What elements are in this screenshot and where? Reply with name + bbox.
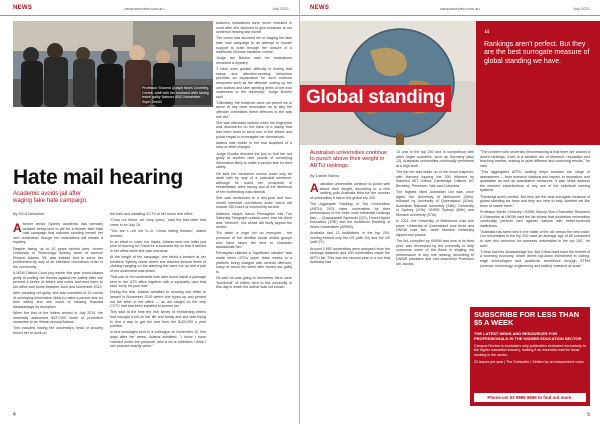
- ad-features: 22 issues per year | The Subscribe | Written by an independent voice: [474, 360, 584, 365]
- paragraph: This said at the time the real series of threatening letters had wrought a toll on her life and family and she was trying to find a way to get the end from the $120,000 a year position.: [110, 310, 206, 329]
- paragraph: When the first of the letters arrived in July 2019, the university authorised $127,000 worth of protective measures to be thrown around Adams.: [13, 311, 103, 325]
- paragraph: He said her behaviour unless could only be dealt with by way of a custodial sentence, although he noted her prospects of rehabilitation were strong and at the likelihood of her reoffending was minimal.: [216, 171, 292, 194]
- globe-photo: [300, 21, 476, 145]
- paragraph: She was sentenced to a two-year and two-month intensive corrections order, which will include 150 hours of community service.: [216, 196, 292, 210]
- page-number: 5: [587, 412, 590, 418]
- paragraph: "China has this disadvantage too. But China does have the benefit of a booming economy, which drives top-down investment in cutting-edge technologies and academic excellence through STEM (science, technology, engineering and maths) research at scale.": [480, 249, 590, 268]
- paragraph: Around 2,952 universities were analysed from the rankings datasets and 400 universities made the ARTU list. This was the second year in a row that Australia had: [310, 246, 390, 265]
- paragraph: "You are f—ed not b—h. China hating lesbian," stated another.: [110, 228, 206, 238]
- page-number: 4: [13, 412, 16, 418]
- article-deck: Australian universities continue to punch above their weight in ARTU rankings.: [310, 150, 388, 169]
- pull-quote-text: Rankings aren't perfect. But they are the best surrogate measure of global standing we have.: [484, 41, 590, 65]
- paragraph: In 2021, the University of Melbourne rose one place, University of Queensland rose three and UNSW rose two, while Monash University slipped two places.: [396, 219, 474, 237]
- paragraph: The highest rated Australian Uni was, once again, the University of Melbourne (28th), followed by University of Queensland (42nd), Australian National University (44th), University of Sydney (47th), UNSW Sydney (50th) and Monash University (57th).: [396, 189, 474, 217]
- pull-quote: [476, 21, 600, 145]
- paragraph: He said he was going to remember there were "hundreds" of letters sent to the university in this day in which the author was not known.: [216, 276, 292, 290]
- paragraph-text: ustralian universities continue to punch well above their weight, according to a new ranking puts Australia third for the number of universities it has in the global top 200.: [310, 182, 390, 200]
- paragraph: "It's taken a huge toll on everyone... the pressure of the devilish social media groups who have taken the time to character assassinate her.": [216, 231, 292, 250]
- headline: Hate mail hearing: [13, 166, 183, 189]
- article-deck: Academic avoids jail after waging fake hate campaign.: [13, 191, 88, 204]
- paragraph: Adams's motivations were never revealed in court after she declined to give evidence at her sentence hearing last month.: [216, 21, 292, 35]
- paragraph-text: former senior Sydney academic has narrowly avoided being sent to jail for a bizarre fake hate mail campaign that included sending herself her own underwear, though her motivations will remain a mystery.: [13, 222, 103, 245]
- paragraph: "Chop out future, we chop yours," said the first letter that came in on July 15.: [110, 218, 206, 227]
- paragraph: Adams's lawyer Aaron Remaghan told The Saturday Telegraph outside court that his client was "relieved", but would still likely appeal the verdict.: [216, 211, 292, 230]
- courtroom-photo: [13, 21, 213, 107]
- paragraph: the train and installing CCTV at her home and office.: [110, 212, 194, 216]
- paragraph: Remaghan claimed a "significant mistake" was made when UTS's super three weeks in a platform being charged with several offences, many of which the week later turned out guilty is.: [216, 251, 292, 274]
- photo-caption: Professor Shanna Quayle faces Coventry, Centre, staff with her husband after facing trabel gaitty Natures ABC Newsletter · Suprt Tewhli: [141, 85, 211, 105]
- paragraph: The crown had accused her of waging the fake hate mail campaign in an attempt to muster support to push through the closure of a traditional Chinese medicine course.: [216, 36, 292, 55]
- paragraph: "Ultimately, the evidence does not permit me to arrive at any clear conclusion as to why the offender committed these offences in the way she did.": [216, 100, 292, 119]
- paragraph: Professor Merlin Crossley, UNSW Deputy Vice-Chancellor Research & Enterprise at UNSW said the list shows that Australian universities continually perform well against nations with better-financed institutions.: [480, 209, 590, 228]
- paragraph: Australia had 13 institutions in the top 200, coming behind only the US (with 54) and the UK (with 27).: [310, 231, 390, 245]
- paragraph: The Aggregate Ranking of Top Universities (ARTU) 2021 rates universities by their performance in the three most influential rankings lists — Quacquarelli Symonds (QS), Times Higher Education (THE) and the Academic Ranking of World Universities (ARWU).: [310, 201, 390, 229]
- drop-cap: A: [13, 220, 22, 235]
- paragraph: Despite facing up to 10 years behind bars, former University of Technology Sydney dean of science Eleanor Adams, 55, was instead told to serve her punishment by way of an intensive corrections order in the community.: [13, 246, 103, 269]
- paragraph: "Australia has fared well in the battle of the old versus the new order. Our universities in the top 200 have an average age of 85 compared to over two centuries for overseas universities in the top 200," he said.: [480, 229, 590, 248]
- page-header: [0, 0, 299, 16]
- paragraph: This included having the university's head of security escort her to work on: [13, 326, 103, 336]
- site-label: campusreview.com.au: [124, 6, 164, 11]
- byline: By NCA Newsline: [13, 211, 45, 216]
- paragraph: After pleading not guilty, she was convicted of 12 counts of conveying information likely to make a person fear for their safety and one count of causing financial disadvantage by deception.: [13, 291, 103, 309]
- article-column-1: [310, 182, 390, 266]
- article-column-3: [480, 150, 590, 270]
- drop-cap: A: [310, 180, 319, 195]
- paragraph: In an effort to cover her tracks, Adams sent one letter just prior to leaving for China for a business trip so that it arrived in her office while she was overseas.: [110, 239, 206, 253]
- paragraph: That pair of red underwear was later found inside a package sent to her UTS office together with a sympathy card that said "sorry for your loss".: [110, 275, 206, 289]
- ad-heading: SUBSCRIBE FOR LESS THAN $5 A WEEK: [474, 310, 580, 327]
- subscribe-ad[interactable]: [470, 307, 590, 406]
- ad-subheading: THE LATEST NEWS AND RESOURCES FOR PROFESSIONALS IN THE HIGHER EDUCATION SECTOR: [474, 331, 582, 341]
- paragraph: "This aggregated ARTU ranking helps broaden the range of assessment — from research citations and impact, to reputation, and qualitative as well as quantitative measures. It also helps address the inherent imperfections of any one of the individual ranking systems.: [480, 169, 590, 193]
- paragraph: The list, compiled by UNSW and now in its third year, was developed by the university to help overcome some of the flaws in singling out performance in any one ranking, according to UNSW president and vice-chancellor Professor Ian Jacobs.: [396, 239, 474, 267]
- headline-banner: Global standing: [300, 85, 451, 112]
- paragraph: At the height of the campaign, she faked a breakin at her southern Sydney home where she claimed several items of clothing hanging on the washing line were cut up and a pair of her underwear was stolen.: [110, 255, 206, 273]
- ad-body: Campus Review is Australia's only publication dedicated exclusively to the higher education industry, making it an essential read for those working in the sector.: [474, 344, 586, 357]
- paragraph: Adams was visible in her trial acquitted of a slew of other charges.: [216, 140, 292, 150]
- page-header: [300, 0, 600, 16]
- paragraph: The top ten was made up of the usual suspects, with Harvard topping the 200 followed by Stanford, MIT, Oxford, Cambridge, Caltech, UC Berkeley, Princeton, Yale and Columbia.: [396, 169, 474, 188]
- quote-mark-icon: “: [484, 27, 490, 41]
- ad-phone-button[interactable]: Phone us! 02 9986 8666 to find out more.: [474, 393, 586, 402]
- article-column-2: [110, 166, 206, 350]
- paragraph: "The problem with university benchmarking is that there are around a dozen rankings. Each is a variable mix of research, reputation and teaching metrics, leading to quite different and confusing results," he said.: [480, 150, 590, 168]
- byline: By Daniel Barba: [310, 173, 339, 178]
- paragraph: "Rankings aren't perfect. But they are the best surrogate measure of global standing we have and they are here to stay, whether we like them or loathe them.": [480, 194, 590, 208]
- paragraph: 13 unis in the top 200 and in comparison with other larger countries, such as Germany (also 13), Australian universities continually performed at a high level.: [396, 150, 474, 168]
- paragraph: In text messages sent to a colleague on November 10, five days after her arrest, Adams admitted: "I know I have crashed under the pressure, also a lot of reflection I think I can pinpoint exactly when.": [110, 330, 206, 349]
- article-column-2: [396, 150, 474, 268]
- section-label: NEWS: [13, 5, 33, 11]
- paragraph: During the trial, Adams admitted to sending one letter to herself in November 2019 where she typed up and printed out the letter in her office — an act caught on the very CCTV that had been installed to protect her.: [110, 290, 206, 309]
- globe-illustration: [300, 21, 476, 145]
- date-label: July 2021: [572, 6, 590, 11]
- section-label: NEWS: [310, 5, 330, 11]
- paragraph: [310, 182, 390, 200]
- paragraph: [13, 222, 103, 245]
- right-page: [300, 0, 600, 424]
- article-column-1: [13, 222, 103, 337]
- article-column-3: [216, 21, 292, 291]
- paragraph: "I have even greater difficulty in finding that stress and attention-seeking behaviour provides an explanation for such extreme measures such as the offender cutting up her own clothes and later sending items of her own underwear to the university," Judge Bourke said.: [216, 67, 292, 99]
- site-label: campusreview.com.au: [440, 6, 480, 11]
- date-label: July 2021: [271, 6, 289, 11]
- paragraph: A NSW District Court jury earlier this year found Adams guilty of mailing her threats against her safety after she penned a series of letters and notes and sent them to her office and home between June and November 2019.: [13, 271, 103, 289]
- paragraph: Judge Bourke directed the jury to find her not guilty of another nine counts of conveying information likely to make a person fear for their safety.: [216, 151, 292, 170]
- paragraph: Judge Ian Bourke said her motivations remained a mystery.: [216, 56, 292, 65]
- paragraph: She was ultimately undone when her fingerprint was discovered on the back of a stamp that had been used to send one of the letters and police began to investigate her themselves.: [216, 120, 292, 139]
